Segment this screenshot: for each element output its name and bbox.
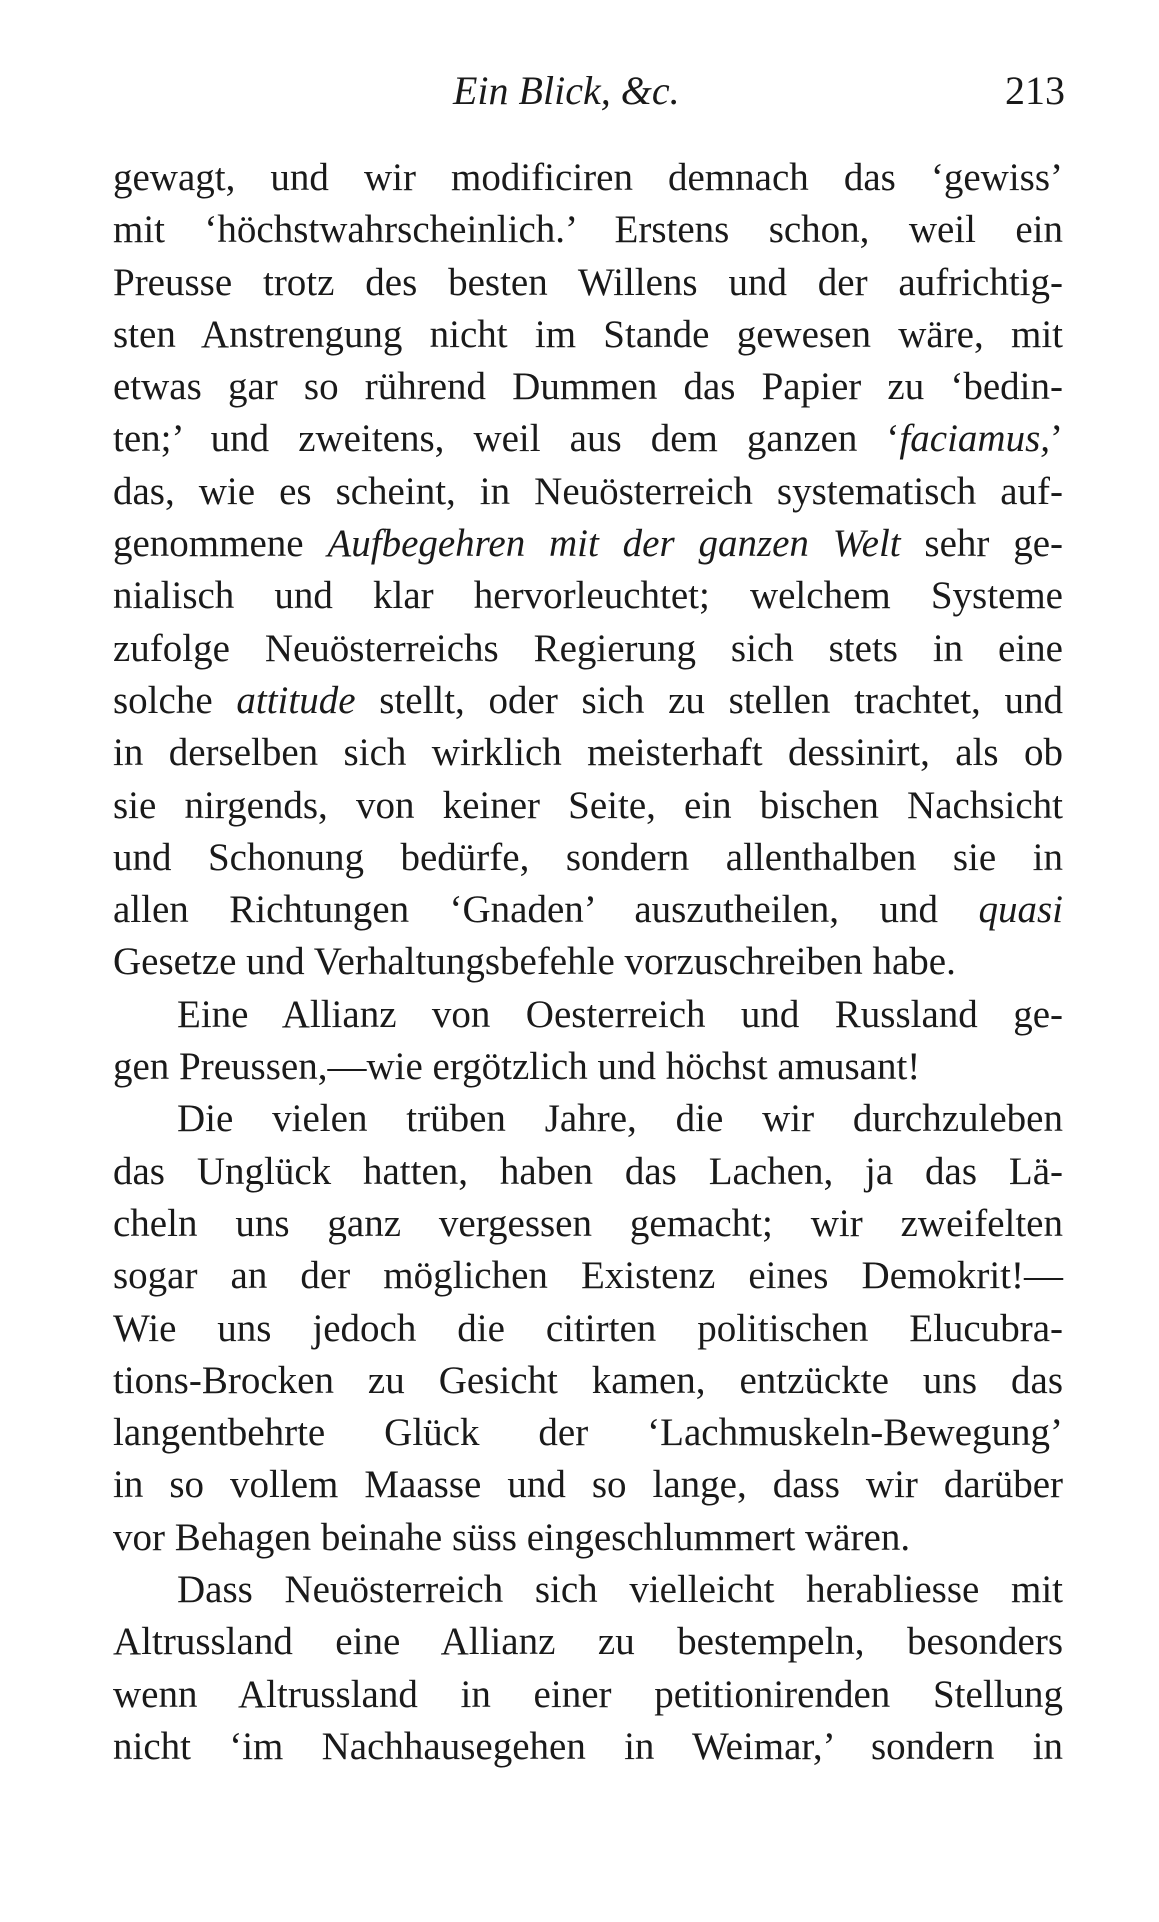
text-segment: wenn Altrussland in einer petitionirenden Stellung [113, 1672, 1063, 1716]
text-segment: und Schonung bedürfe, sondern allenthalben sie in [113, 835, 1063, 879]
text-line [113, 361, 1063, 413]
text-line [113, 727, 1063, 779]
italic-text: faciamus, [899, 417, 1050, 461]
text-line [113, 570, 1063, 622]
text-segment: Eine Allianz von Oesterreich und Russland ge- [177, 992, 1063, 1036]
text-segment: das, wie es scheint, in Neuösterreich systematisch auf- [113, 469, 1063, 513]
text-line [113, 832, 1063, 884]
text-line [113, 623, 1063, 675]
text-line [113, 1564, 1063, 1616]
text-line [113, 152, 1063, 204]
text-segment: gewagt, und wir modificiren demnach das ‘gewiss’ [113, 156, 1063, 199]
text-line [113, 1355, 1063, 1407]
text-line [113, 1459, 1063, 1511]
text-segment: Altrussland eine Allianz zu bestempeln, besonders [113, 1620, 1063, 1664]
text-segment: langentbehrte Glück der ‘Lachmuskeln-Bewegung’ [113, 1411, 1063, 1455]
text-line [113, 1669, 1063, 1721]
running-head [115, 66, 1065, 116]
text-line [113, 1512, 1063, 1564]
text-line [113, 780, 1063, 832]
text-segment: stellt, oder sich zu stellen trachtet, und [355, 678, 1063, 722]
text-segment: Wie uns jedoch die citirten politischen Elucubra- [113, 1306, 1063, 1350]
text-line [113, 466, 1063, 518]
text-segment: cheln uns ganz vergessen gemacht; wir zweifelten [113, 1201, 1063, 1245]
text-segment: solche [113, 678, 237, 722]
text-segment: vor Behagen beinahe süss eingeschlummert wären. [113, 1515, 911, 1559]
text-line [113, 1093, 1063, 1145]
text-line [113, 1146, 1063, 1198]
text-segment: Preusse trotz des besten Willens und der aufrichtig- [113, 260, 1063, 304]
text-segment: Die vielen trüben Jahre, die wir durchzuleben [177, 1097, 1063, 1141]
text-segment: sie nirgends, von keiner Seite, ein bischen Nachsicht [113, 783, 1063, 827]
page-number: 213 [1005, 68, 1065, 113]
text-segment: das Unglück hatten, haben das Lachen, ja das Lä- [113, 1149, 1063, 1193]
text-line [113, 1250, 1063, 1302]
text-line [113, 518, 1063, 570]
text-segment: in so vollem Maasse und so lange, dass wir darüber [113, 1463, 1063, 1507]
italic-text: attitude [236, 678, 356, 722]
text-line [113, 936, 1063, 988]
text-segment: nicht ‘im Nachhausegehen in Weimar,’ sondern in [113, 1724, 1063, 1768]
text-line [113, 1198, 1063, 1250]
text-segment: mit ‘höchstwahrscheinlich.’ Erstens schon, weil ein [113, 208, 1063, 252]
body-text [113, 152, 1063, 1773]
italic-text: Aufbegehren mit der ganzen Welt [327, 522, 901, 566]
text-segment: etwas gar so rührend Dummen das Papier zu ‘bedin- [113, 365, 1063, 409]
text-line [113, 1303, 1063, 1355]
text-line [113, 413, 1063, 465]
text-segment: sogar an der möglichen Existenz eines Demokrit!— [113, 1254, 1063, 1298]
text-segment: Gesetze und Verhaltungsbefehle vorzuschreiben habe. [113, 940, 956, 984]
text-line [113, 257, 1063, 309]
text-segment: tions-Brocken zu Gesicht kamen, entzückte uns das [113, 1358, 1063, 1402]
text-line [113, 1721, 1063, 1773]
text-segment: genommene [113, 522, 328, 566]
text-line [113, 675, 1063, 727]
running-title: Ein Blick, &c. [453, 68, 680, 113]
text-line [113, 989, 1063, 1041]
text-segment: Dass Neuösterreich sich vielleicht herabliesse mit [177, 1568, 1063, 1612]
italic-text: quasi [978, 888, 1063, 932]
text-segment: gen Preussen,—wie ergötzlich und höchst amusant! [113, 1045, 921, 1089]
text-segment: zufolge Neuösterreichs Regierung sich stets in eine [113, 626, 1063, 670]
text-segment: ’ [1050, 417, 1063, 461]
text-segment: sten Anstrengung nicht im Stande gewesen wäre, mit [113, 312, 1063, 356]
text-segment: allen Richtungen ‘Gnaden’ auszutheilen, und [113, 888, 979, 932]
text-line [113, 309, 1063, 361]
text-line [113, 1616, 1063, 1668]
text-line [113, 1407, 1063, 1459]
text-line [113, 884, 1063, 936]
text-segment: in derselben sich wirklich meisterhaft dessinirt, als ob [113, 731, 1063, 775]
text-segment: nialisch und klar hervorleuchtet; welchem Systeme [113, 574, 1063, 618]
text-line [113, 1041, 1063, 1093]
text-segment: ten;’ und zweitens, weil aus dem ganzen ‘ [113, 417, 900, 461]
text-line [113, 204, 1063, 256]
text-segment: sehr ge- [900, 522, 1063, 566]
